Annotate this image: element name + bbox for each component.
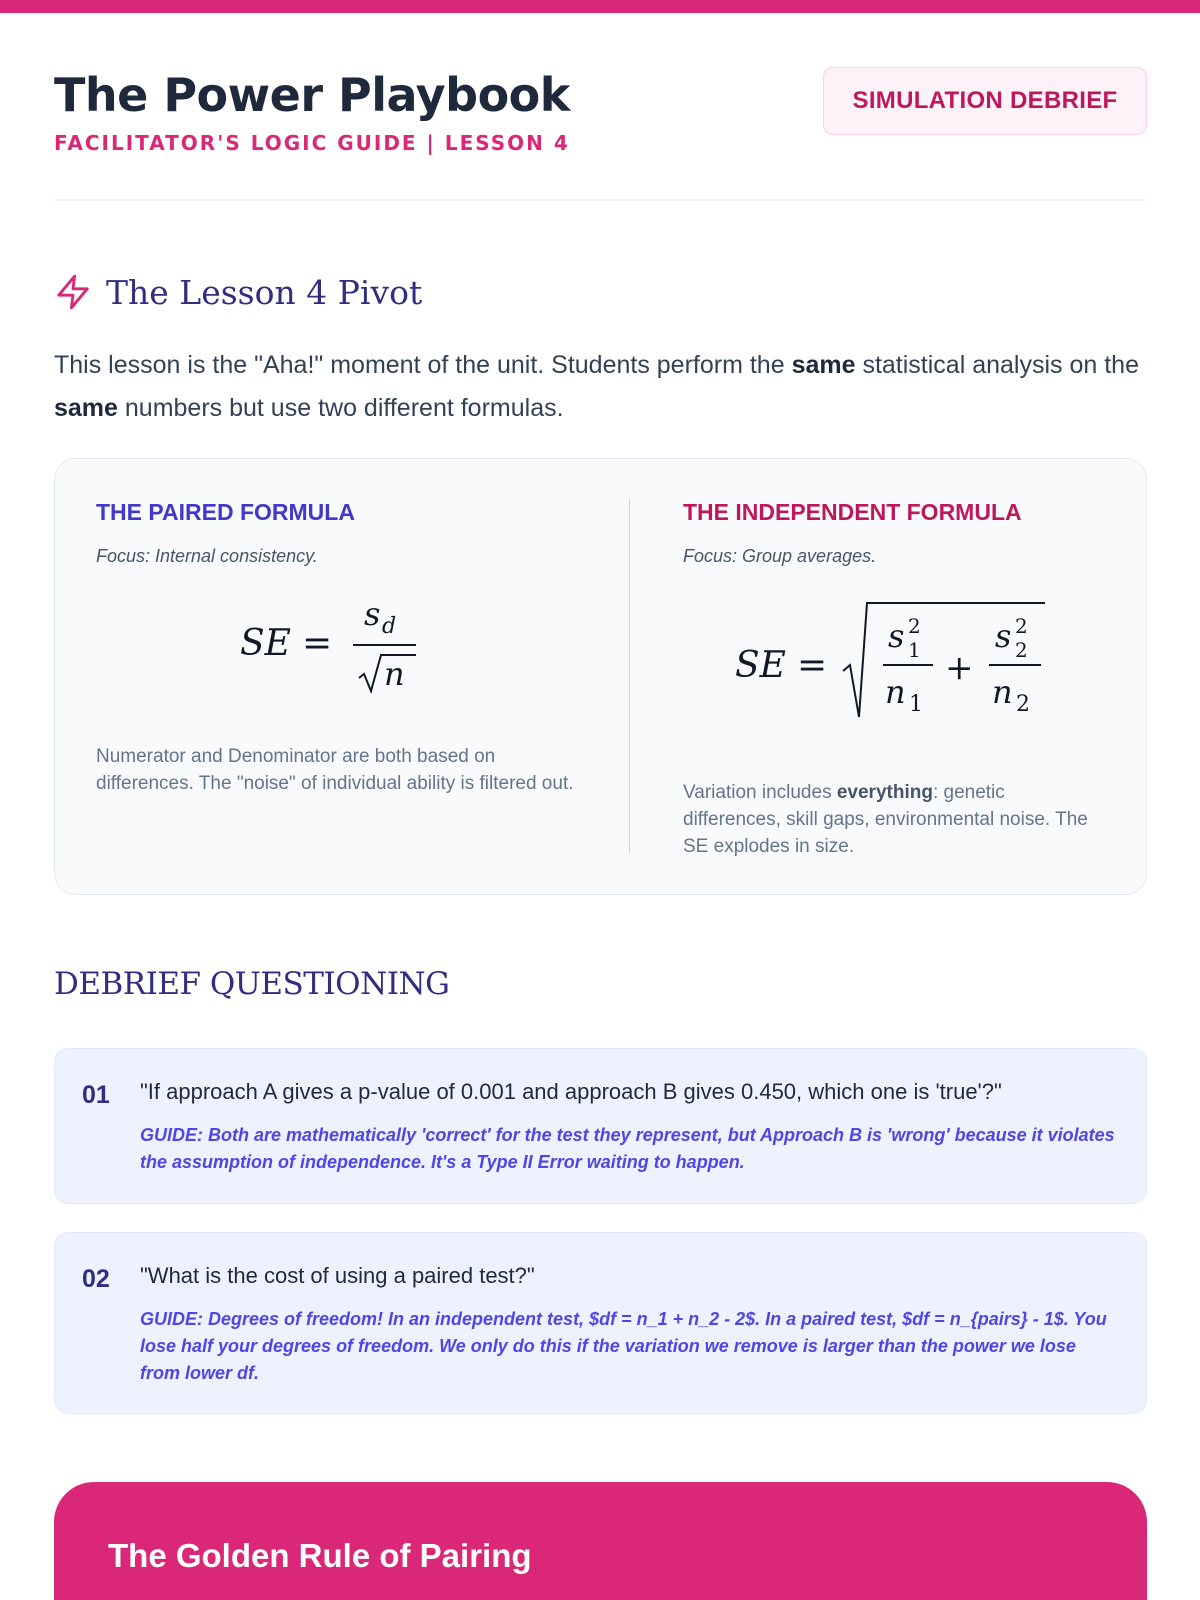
independent-formula (733, 599, 1053, 734)
independent-formula-column (683, 499, 1103, 857)
page-header (54, 64, 1147, 204)
svg-text:s: s (995, 617, 1012, 655)
question-text: "What is the cost of using a paired test?" (140, 1263, 535, 1288)
independent-formula-heading: THE INDEPENDENT FORMULA (683, 499, 1022, 525)
independent-formula-focus: Focus: Group averages. (683, 546, 877, 566)
svg-text:=: = (302, 623, 333, 664)
paired-formula-focus: Focus: Internal consistency. (96, 546, 318, 566)
svg-text:SE: SE (240, 623, 291, 664)
svg-text:SE: SE (735, 645, 786, 686)
svg-text:s: s (364, 595, 381, 633)
paired-formula-heading: THE PAIRED FORMULA (96, 499, 355, 525)
independent-desc-text-1: Variation includes (683, 782, 837, 803)
formula-divider (629, 499, 630, 853)
intro-text-2: statistical analysis on the (855, 351, 1139, 379)
svg-text:n: n (992, 673, 1013, 711)
svg-text:n: n (384, 655, 405, 693)
header-divider (54, 199, 1147, 201)
independent-desc-text-2: : genetic differences, skill gaps, environmental noise. The SE explodes in size. (683, 782, 1088, 857)
lightning-bolt-icon (54, 272, 92, 312)
pivot-heading (54, 270, 422, 314)
debrief-question-card (54, 1232, 1147, 1414)
page-title: The Power Playbook (54, 68, 570, 122)
paired-formula-column (96, 499, 576, 794)
top-accent-bar (0, 0, 1200, 13)
question-number: 02 (82, 1265, 110, 1293)
pivot-intro (54, 344, 1147, 430)
svg-text:1: 1 (909, 692, 923, 717)
svg-text:2: 2 (1016, 692, 1030, 717)
golden-rule-panel (54, 1482, 1147, 1600)
formula-comparison-card (54, 458, 1147, 895)
svg-text:1: 1 (908, 638, 921, 662)
intro-text-1: This lesson is the "Aha!" moment of the unit. Students perform the (54, 351, 792, 379)
debrief-question-card (54, 1048, 1147, 1204)
svg-text:s: s (888, 617, 905, 655)
svg-text:d: d (382, 614, 397, 639)
independent-formula-description (683, 779, 1103, 860)
question-guide: GUIDE: Degrees of freedom! In an independent test, $df = n_1 + n_2 - 2$. In a paired test, $df = n_{pairs} - 1$. You lose half your degrees of freedom. We only do this if the variation we remove is larger than the power we lose from lower df. (140, 1309, 1107, 1383)
paired-formula (236, 595, 426, 705)
svg-text:=: = (797, 645, 828, 686)
intro-emphasis-1: same (791, 351, 856, 379)
simulation-debrief-badge: SIMULATION DEBRIEF (823, 67, 1147, 135)
svg-text:2: 2 (1015, 614, 1028, 638)
svg-text:n: n (885, 673, 906, 711)
page-subtitle: FACILITATOR'S LOGIC GUIDE | LESSON 4 (54, 131, 570, 155)
svg-text:2: 2 (908, 614, 921, 638)
golden-rule-title: The Golden Rule of Pairing (108, 1537, 532, 1574)
pivot-title: The Lesson 4 Pivot (106, 272, 423, 312)
svg-text:+: + (945, 648, 974, 688)
intro-emphasis-2: same (54, 394, 118, 422)
paired-formula-description: Numerator and Denominator are both based on differences. The "noise" of individual ability is filtered out. (96, 746, 574, 794)
question-text: "If approach A gives a p-value of 0.001 and approach B gives 0.450, which one is 'true'?" (140, 1079, 1002, 1104)
question-guide: GUIDE: Both are mathematically 'correct' for the test they represent, but Approach B is 'wrong' because it violates the assumption of independence. It's a Type II Error waiting to happen. (140, 1125, 1115, 1172)
debrief-section-title: DEBRIEF QUESTIONING (54, 966, 450, 1002)
question-number: 01 (82, 1081, 110, 1109)
independent-desc-emphasis: everything (836, 782, 933, 803)
intro-text-3: numbers but use two different formulas. (117, 394, 564, 422)
svg-text:2: 2 (1015, 638, 1028, 662)
